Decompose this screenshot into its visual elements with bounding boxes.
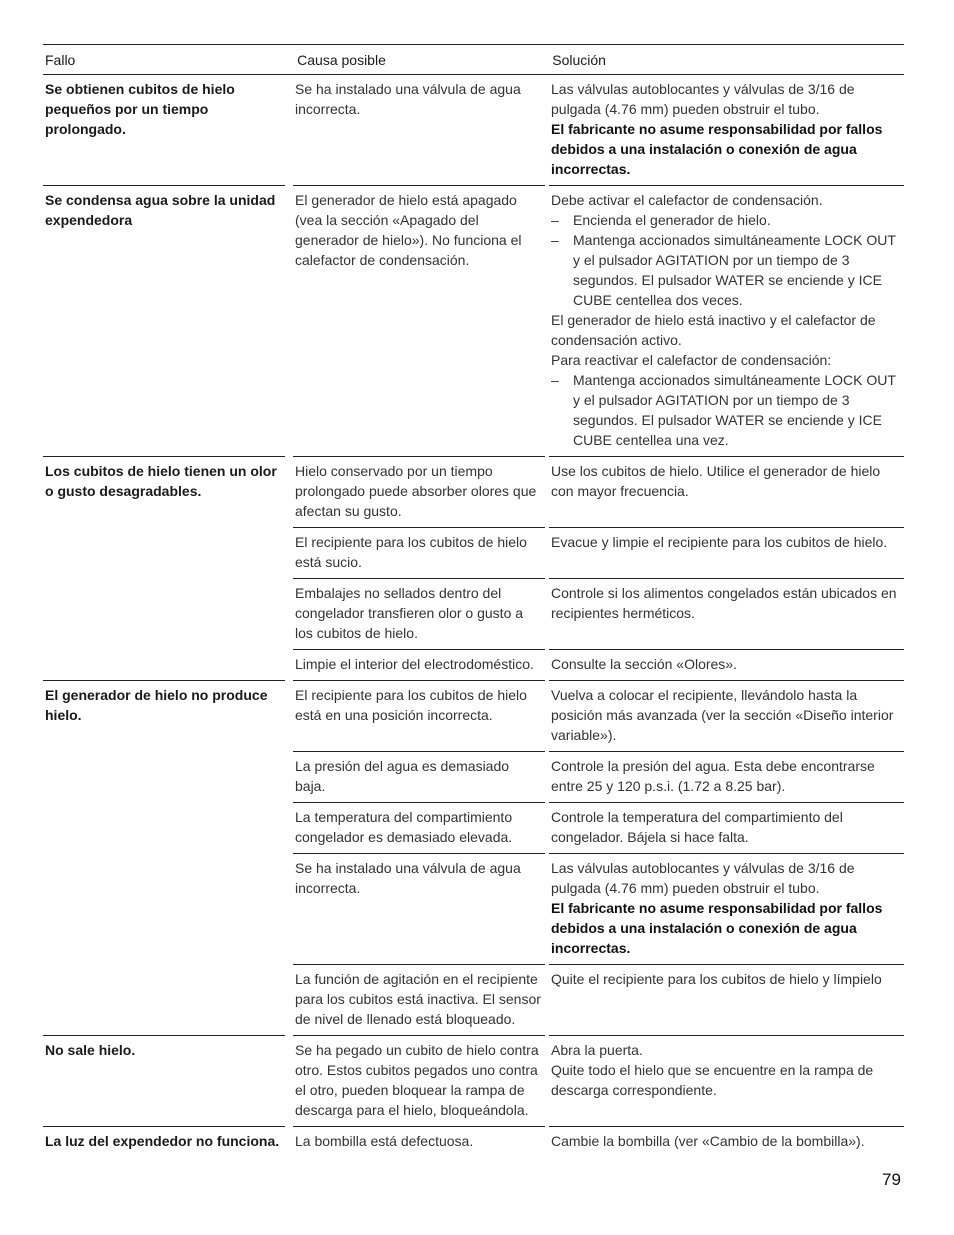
cause-cell: Limpie el interior del electrodoméstico. [293, 649, 545, 680]
solution-cell [549, 680, 904, 751]
table-row [285, 853, 904, 964]
solution-warning: El fabricante no asume responsabilidad por fallos debidos a una instalación o conexión de agua incorrectas. [551, 121, 883, 177]
solution-cell [549, 649, 904, 680]
cause-cell: El generador de hielo está apagado (vea la sección «Apagado del generador de hielo»). No funciona el calefactor de condensación. [293, 185, 545, 456]
table-row [285, 964, 904, 1035]
header-fault: Fallo [45, 51, 76, 68]
cause-cell: El recipiente para los cubitos de hielo está en una posición incorrecta. [293, 680, 545, 751]
dash-item [551, 210, 904, 230]
table-row [285, 751, 904, 802]
solution-cell [549, 751, 904, 802]
solution-warning: El fabricante no asume responsabilidad por fallos debidos a una instalación o conexión de agua incorrectas. [551, 900, 883, 956]
header-cause: Causa posible [297, 51, 386, 68]
table-row [285, 456, 904, 527]
solution-text: Las válvulas autoblocantes y válvulas de 3/16 de pulgada (4.76 mm) pueden obstruir el tubo. [551, 81, 855, 117]
dash-item [551, 370, 904, 450]
fault-label: Se condensa agua sobre la unidad expendedora [43, 185, 285, 456]
solution-text: Controle si los alimentos congelados están ubicados en recipientes herméticos. [551, 585, 897, 621]
solution-text: Cambie la bombilla (ver «Cambio de la bombilla»). [551, 1133, 865, 1149]
fault-group [43, 75, 904, 185]
table-row [285, 1126, 904, 1157]
solution-cell [549, 1126, 904, 1157]
table-row [285, 578, 904, 649]
solution-text: Controle la presión del agua. Esta debe encontrarse entre 25 y 120 p.s.i. (1.72 a 8.25 bar). [551, 758, 875, 794]
solution-text: Quite el recipiente para los cubitos de hielo y límpielo [551, 971, 882, 987]
table-row [285, 649, 904, 680]
dash-text: Mantenga accionados simultáneamente LOCK OUT y el pulsador AGITATION por un tiempo de 3 segundos. El pulsador WATER se enciende y ICE CUBE centellea dos veces. [573, 232, 896, 308]
solution-text: Controle la temperatura del compartimiento del congelador. Bájela si hace falta. [551, 809, 843, 845]
fault-group [43, 456, 904, 680]
cause-cell: Se ha instalado una válvula de agua incorrecta. [293, 853, 545, 964]
solution-text: Debe activar el calefactor de condensación. [551, 192, 823, 208]
solution-cell [549, 802, 904, 853]
fault-label: El generador de hielo no produce hielo. [43, 680, 285, 1035]
dash-text: Encienda el generador de hielo. [573, 212, 771, 228]
fault-label: Se obtienen cubitos de hielo pequeños por un tiempo prolongado. [45, 81, 235, 137]
solution-text: Abra la puerta. [551, 1042, 643, 1058]
solution-cell [549, 578, 904, 649]
solution-text: Quite todo el hielo que se encuentre en la rampa de descarga correspondiente. [551, 1062, 874, 1098]
solution-text: Use los cubitos de hielo. Utilice el generador de hielo con mayor frecuencia. [551, 463, 881, 499]
cause-cell: Embalajes no sellados dentro del congelador transfieren olor o gusto a los cubitos de hielo. [293, 578, 545, 649]
cause-cell: La presión del agua es demasiado baja. [293, 751, 545, 802]
dash-bullet: – [551, 232, 559, 248]
dash-item [551, 230, 904, 310]
table-body [43, 75, 904, 1157]
troubleshooting-table [43, 44, 904, 1157]
solution-text: Vuelva a colocar el recipiente, llevándolo hasta la posición más avanzada (ver la sección «Diseño interior variable»). [551, 687, 894, 743]
dash-text: Mantenga accionados simultáneamente LOCK OUT y el pulsador AGITATION por un tiempo de 3 segundos. El pulsador WATER se enciende y ICE CUBE centellea una vez. [573, 372, 896, 448]
fault-group [43, 1035, 904, 1126]
cause-cell: Hielo conservado por un tiempo prolongado puede absorber olores que afectan su gusto. [293, 456, 545, 527]
solution-cell [549, 527, 904, 578]
page-number: 79 [882, 1170, 901, 1189]
table-row [285, 185, 904, 456]
fault-group [43, 185, 904, 456]
solution-text: Consulte la sección «Olores». [551, 656, 737, 672]
cause-cell: Se ha pegado un cubito de hielo contra otro. Estos cubitos pegados uno contra el otro, pueden bloquear la rampa de descarga para el hielo, bloqueándola. [293, 1035, 545, 1126]
cause-cell: La función de agitación en el recipiente para los cubitos está inactiva. El sensor de nivel de llenado está bloqueado. [293, 964, 545, 1035]
fault-group [43, 680, 904, 1035]
fault-label: La luz del expendedor no funciona. [43, 1126, 285, 1157]
solution-text: Para reactivar el calefactor de condensación: [551, 352, 832, 368]
solution-cell [549, 1035, 904, 1126]
solution-cell [549, 185, 904, 456]
header-solution: Solución [552, 51, 606, 68]
cause-cell: Se ha instalado una válvula de agua incorrecta. [295, 81, 521, 117]
table-header [43, 44, 904, 75]
solution-cell [549, 853, 904, 964]
table-row [285, 802, 904, 853]
solution-cell [549, 75, 904, 185]
cause-cell: El recipiente para los cubitos de hielo está sucio. [293, 527, 545, 578]
dash-bullet: – [551, 212, 559, 228]
fault-group [43, 1126, 904, 1157]
table-row [285, 75, 904, 185]
solution-text: Evacue y limpie el recipiente para los cubitos de hielo. [551, 534, 888, 550]
solution-text: Las válvulas autoblocantes y válvulas de 3/16 de pulgada (4.76 mm) pueden obstruir el tubo. [551, 860, 855, 896]
cause-cell: La temperatura del compartimiento congelador es demasiado elevada. [293, 802, 545, 853]
fault-label: No sale hielo. [43, 1035, 285, 1126]
table-row [285, 1035, 904, 1126]
dash-bullet: – [551, 372, 559, 388]
table-row [285, 680, 904, 751]
table-row [285, 527, 904, 578]
cause-cell: La bombilla está defectuosa. [293, 1126, 545, 1157]
solution-text: El generador de hielo está inactivo y el calefactor de condensación activo. [551, 312, 876, 348]
solution-cell [549, 964, 904, 1035]
solution-cell [549, 456, 904, 527]
fault-label: Los cubitos de hielo tienen un olor o gusto desagradables. [43, 456, 285, 680]
